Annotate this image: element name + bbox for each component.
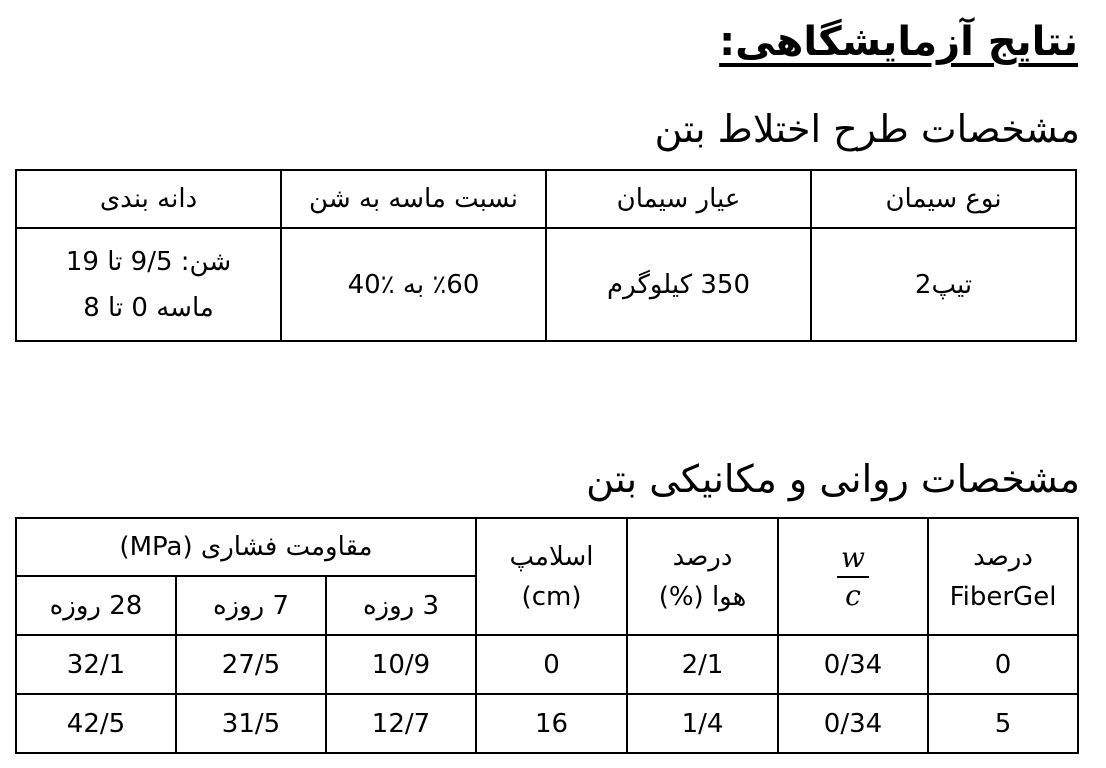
cell-gradation [16,228,281,341]
header-age-28: 28 روزه [16,576,176,635]
mix-table-header-row [16,170,1076,228]
table-row [16,694,1078,753]
cell-strength-7: 27/5 [176,635,326,694]
cell-wc: 0/34 [778,635,928,694]
mech-header-row-1 [16,518,1078,576]
cell-slump: 0 [476,635,627,694]
cell-strength-3: 12/7 [326,694,476,753]
mix-table-row [16,228,1076,341]
cell-sand-gravel-ratio: ٪60 به ٪40 [281,228,546,341]
cell-cement-type: تیپ2 [811,228,1076,341]
header-air-line1: درصد [672,541,733,572]
cell-air: 1/4 [627,694,778,753]
cell-cement-content: 350 کیلوگرم [546,228,811,341]
cell-strength-28: 32/1 [16,635,176,694]
header-slump-line1: اسلامپ [509,541,594,572]
table-row [16,635,1078,694]
page-title: نتایج آزمایشگاهی: [719,19,1078,65]
header-gradation: دانه بندی [16,170,281,228]
header-slump-line2: (cm) [521,581,582,612]
cell-fibergel: 0 [928,635,1078,694]
mix-design-heading: مشخصات طرح اختلاط بتن [654,107,1080,151]
wc-denominator: c [837,576,869,614]
cell-strength-3: 10/9 [326,635,476,694]
cell-strength-28: 42/5 [16,694,176,753]
mix-design-table [15,169,1077,342]
cell-fibergel: 5 [928,694,1078,753]
header-age-3: 3 روزه [326,576,476,635]
header-age-7: 7 روزه [176,576,326,635]
header-wc-ratio [778,518,928,635]
cell-strength-7: 31/5 [176,694,326,753]
wc-fraction [837,540,869,614]
header-air [627,518,778,635]
mechanical-table [15,517,1079,754]
header-slump [476,518,627,635]
header-fibergel [928,518,1078,635]
header-cement-type: نوع سیمان [811,170,1076,228]
header-compressive-strength: مقاومت فشاری (MPa) [16,518,476,576]
gradation-sand: ماسه 0 تا 8 [83,292,214,323]
gradation-gravel: شن: 9/5 تا 19 [65,246,232,277]
header-sand-gravel-ratio: نسبت ماسه به شن [281,170,546,228]
wc-numerator: w [841,540,865,574]
mechanical-heading: مشخصات روانی و مکانیکی بتن [586,457,1080,501]
cell-slump: 16 [476,694,627,753]
cell-air: 2/1 [627,635,778,694]
header-fibergel-line1: درصد [973,541,1033,572]
header-fibergel-line2: FiberGel [949,581,1057,612]
cell-wc: 0/34 [778,694,928,753]
header-cement-content: عیار سیمان [546,170,811,228]
header-air-line2: هوا (%) [658,581,747,612]
